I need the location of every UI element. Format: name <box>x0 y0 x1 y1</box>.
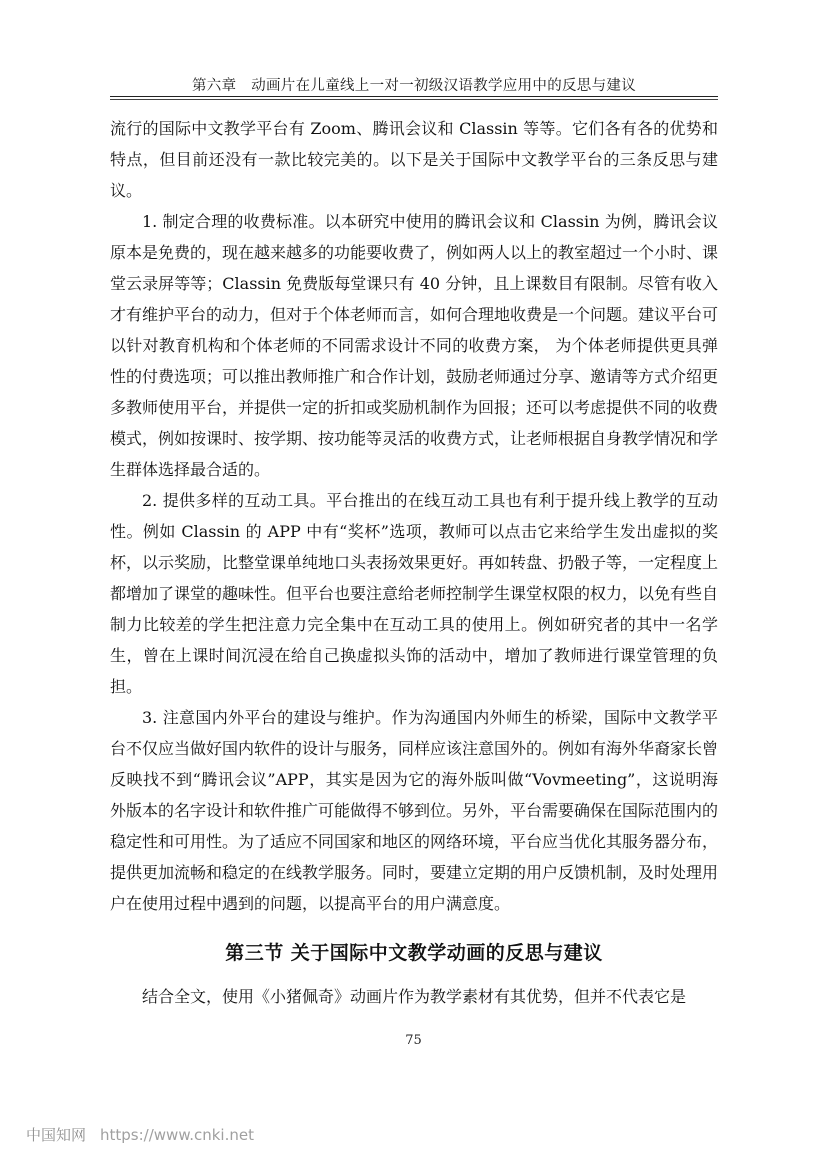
watermark-url: https://www.cnki.net <box>100 1126 254 1144</box>
paragraph-point-2: 2. 提供多样的互动工具。平台推出的在线互动工具也有利于提升线上教学的互动性。例如 Classin 的 APP 中有“奖杯”选项，教师可以点击它来给学生发出虚拟的奖杯，以示奖励，比整堂课单纯地口头表扬效果更好。再如转盘、扔骰子等，一定程度上都增加了课堂的趣味性。但平台也要注意给老师控制学生课堂权限的权力，以免有些自制力比较差的学生把注意力完全集中在互动工具的使用上。例如研究者的其中一名学生，曾在上课时间沉浸在给自己换虚拟头饰的活动中，增加了教师进行课堂管理的负担。 <box>110 491 719 696</box>
paragraph-point-3: 3. 注意国内外平台的建设与维护。作为沟通国内外师生的桥梁，国际中文教学平台不仅应当做好国内软件的设计与服务，同样应该注意国外的。例如有海外华裔家长曾反映找不到“腾讯会议”APP，其实是因为它的海外版叫做“Vovmeeting”，这说明海外版本的名字设计和软件推广可能做得不够到位。另外，平台需要确保在国际范围内的稳定性和可用性。为了适应不同国家和地区的网络环境，平台应当优化其服务器分布，提供更加流畅和稳定的在线教学服务。同时，要建立定期的用户反馈机制，及时处理用户在使用过程中遇到的问题，以提高平台的用户满意度。 <box>110 708 719 913</box>
page-number: 75 <box>405 1033 422 1048</box>
section-heading: 第三节 关于国际中文教学动画的反思与建议 <box>225 942 603 964</box>
paragraph-point-1: 1. 制定合理的收费标准。以本研究中使用的腾讯会议和 Classin 为例，腾讯会议原本是免费的，现在越来越多的功能要收费了，例如两人以上的教室超过一个小时、课堂云录屏等等；Classin 免费版每堂课只有 40 分钟，且上课数目有限制。尽管有收入才有维护平台的动力，但对于个体老师而言，如何合理地收费是一个问题。建议平台可以针对教育机构和个体老师的不同需求设计不同的收费方案， 为个体老师提供更具弹性的付费选项；可以推出教师推广和合作计划，鼓励老师通过分享、邀请等方式介绍更多教师使用平台，并提供一定的折扣或奖励机制作为回报；还可以考虑提供不同的收费模式，例如按课时、按学期、按功能等灵活的收费方式，让老师根据自身教学情况和学生群体选择最合适的。 <box>110 212 719 479</box>
section-body <box>110 981 718 1012</box>
header-rule <box>110 96 718 97</box>
paragraph-section-intro: 结合全文，使用《小猪佩奇》动画片作为教学素材有其优势，但并不代表它是 <box>142 987 687 1006</box>
paragraph-intro: 流行的国际中文教学平台有 Zoom、腾讯会议和 Classin 等等。它们各有各的优势和特点，但目前还没有一款比较完美的。以下是关于国际中文教学平台的三条反思与建议。 <box>110 119 718 200</box>
watermark-brand: 中国知网 <box>26 1126 87 1144</box>
cnki-watermark <box>26 1124 254 1145</box>
body-text <box>110 113 718 919</box>
header-rule-thin <box>110 99 718 100</box>
running-header: 第六章 动画片在儿童线上一对一初级汉语教学应用中的反思与建议 <box>192 78 636 94</box>
